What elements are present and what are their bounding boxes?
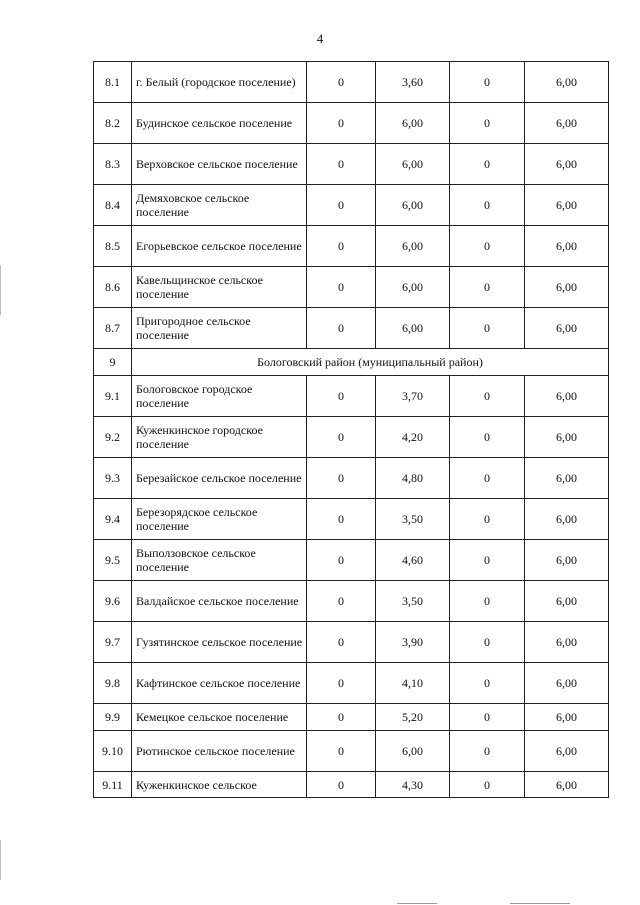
- value-col-3: 0: [450, 663, 525, 704]
- row-number: 9.2: [94, 417, 132, 458]
- row-number: 8.1: [94, 62, 132, 103]
- value-col-2: 6,00: [376, 731, 450, 772]
- value-col-1: 0: [307, 62, 376, 103]
- value-col-2: 6,00: [376, 226, 450, 267]
- value-col-4: 6,00: [525, 226, 609, 267]
- row-number: 8.4: [94, 185, 132, 226]
- value-col-3: 0: [450, 417, 525, 458]
- settlement-name: Куженкинское городское поселение: [132, 417, 307, 458]
- settlement-name: Бологовское городское поселение: [132, 376, 307, 417]
- table-group-row: [94, 349, 609, 376]
- table-row: [94, 417, 609, 458]
- table-row: [94, 376, 609, 417]
- tariff-table: [93, 61, 609, 798]
- table-row: [94, 144, 609, 185]
- settlement-name: Валдайское сельское поселение: [132, 581, 307, 622]
- table-row: [94, 540, 609, 581]
- value-col-3: 0: [450, 772, 525, 798]
- value-col-3: 0: [450, 622, 525, 663]
- row-number: 9.7: [94, 622, 132, 663]
- settlement-name: Кавельщинское сельское поселение: [132, 267, 307, 308]
- page-number: 4: [316, 31, 324, 46]
- value-col-4: 6,00: [525, 103, 609, 144]
- value-col-1: 0: [307, 731, 376, 772]
- value-col-3: 0: [450, 62, 525, 103]
- value-col-2: 6,00: [376, 185, 450, 226]
- group-title: Бологовский район (муниципальный район): [132, 349, 609, 376]
- value-col-2: 3,50: [376, 581, 450, 622]
- row-number: 8.6: [94, 267, 132, 308]
- value-col-2: 4,30: [376, 772, 450, 798]
- table-row: [94, 731, 609, 772]
- settlement-name: Кемецкое сельское поселение: [132, 704, 307, 731]
- value-col-1: 0: [307, 226, 376, 267]
- table-row: [94, 704, 609, 731]
- value-col-4: 6,00: [525, 540, 609, 581]
- value-col-2: 4,60: [376, 540, 450, 581]
- value-col-4: 6,00: [525, 704, 609, 731]
- settlement-name: Куженкинское сельское: [132, 772, 307, 798]
- value-col-2: 3,60: [376, 62, 450, 103]
- value-col-2: 4,10: [376, 663, 450, 704]
- table-row: [94, 103, 609, 144]
- table-row: [94, 267, 609, 308]
- scan-edge-mark: [397, 903, 437, 904]
- value-col-2: 6,00: [376, 103, 450, 144]
- value-col-1: 0: [307, 622, 376, 663]
- row-number: 8.5: [94, 226, 132, 267]
- table-row: [94, 581, 609, 622]
- table-row: [94, 226, 609, 267]
- row-number: 9.4: [94, 499, 132, 540]
- value-col-1: 0: [307, 581, 376, 622]
- value-col-4: 6,00: [525, 772, 609, 798]
- row-number: 9.11: [94, 772, 132, 798]
- row-number: 9.3: [94, 458, 132, 499]
- value-col-4: 6,00: [525, 458, 609, 499]
- settlement-name: Демяховское сельское поселение: [132, 185, 307, 226]
- value-col-3: 0: [450, 376, 525, 417]
- value-col-2: 3,50: [376, 499, 450, 540]
- value-col-2: 6,00: [376, 308, 450, 349]
- row-number: 9.9: [94, 704, 132, 731]
- value-col-1: 0: [307, 103, 376, 144]
- value-col-1: 0: [307, 185, 376, 226]
- value-col-2: 6,00: [376, 267, 450, 308]
- table-row: [94, 772, 609, 798]
- settlement-name: Выползовское сельское поселение: [132, 540, 307, 581]
- value-col-3: 0: [450, 581, 525, 622]
- value-col-3: 0: [450, 308, 525, 349]
- settlement-name: Будинское сельское поселение: [132, 103, 307, 144]
- table-row: [94, 663, 609, 704]
- value-col-4: 6,00: [525, 417, 609, 458]
- scan-edge-mark: [0, 265, 1, 315]
- value-col-1: 0: [307, 499, 376, 540]
- value-col-4: 6,00: [525, 499, 609, 540]
- value-col-4: 6,00: [525, 622, 609, 663]
- row-number: 9.1: [94, 376, 132, 417]
- settlement-name: г. Белый (городское поселение): [132, 62, 307, 103]
- settlement-name: Кафтинское сельское поселение: [132, 663, 307, 704]
- table-body: [94, 62, 609, 798]
- row-number: 8.7: [94, 308, 132, 349]
- table-row: [94, 622, 609, 663]
- value-col-4: 6,00: [525, 62, 609, 103]
- value-col-1: 0: [307, 663, 376, 704]
- row-number: 8.3: [94, 144, 132, 185]
- value-col-3: 0: [450, 499, 525, 540]
- value-col-4: 6,00: [525, 376, 609, 417]
- value-col-4: 6,00: [525, 663, 609, 704]
- value-col-3: 0: [450, 103, 525, 144]
- table-row: [94, 185, 609, 226]
- scan-edge-mark: [0, 840, 1, 880]
- value-col-1: 0: [307, 376, 376, 417]
- value-col-2: 4,80: [376, 458, 450, 499]
- scan-edge-mark: [510, 903, 570, 904]
- value-col-3: 0: [450, 731, 525, 772]
- row-number: 8.2: [94, 103, 132, 144]
- row-number: 9.10: [94, 731, 132, 772]
- table-row: [94, 499, 609, 540]
- value-col-4: 6,00: [525, 267, 609, 308]
- value-col-1: 0: [307, 458, 376, 499]
- value-col-2: 6,00: [376, 144, 450, 185]
- settlement-name: Рютинское сельское поселение: [132, 731, 307, 772]
- value-col-1: 0: [307, 540, 376, 581]
- value-col-4: 6,00: [525, 144, 609, 185]
- table-row: [94, 62, 609, 103]
- value-col-1: 0: [307, 267, 376, 308]
- value-col-1: 0: [307, 308, 376, 349]
- value-col-3: 0: [450, 458, 525, 499]
- value-col-2: 5,20: [376, 704, 450, 731]
- value-col-4: 6,00: [525, 731, 609, 772]
- value-col-1: 0: [307, 144, 376, 185]
- value-col-3: 0: [450, 704, 525, 731]
- value-col-2: 3,90: [376, 622, 450, 663]
- value-col-3: 0: [450, 144, 525, 185]
- value-col-3: 0: [450, 540, 525, 581]
- value-col-1: 0: [307, 704, 376, 731]
- value-col-2: 4,20: [376, 417, 450, 458]
- row-number: 9.5: [94, 540, 132, 581]
- row-number: 9: [94, 349, 132, 376]
- settlement-name: Егорьевское сельское поселение: [132, 226, 307, 267]
- value-col-1: 0: [307, 772, 376, 798]
- value-col-2: 3,70: [376, 376, 450, 417]
- row-number: 9.8: [94, 663, 132, 704]
- settlement-name: Гузятинское сельское поселение: [132, 622, 307, 663]
- value-col-4: 6,00: [525, 185, 609, 226]
- value-col-3: 0: [450, 267, 525, 308]
- table-row: [94, 308, 609, 349]
- settlement-name: Березайское сельское поселение: [132, 458, 307, 499]
- settlement-name: Пригородное сельское поселение: [132, 308, 307, 349]
- value-col-1: 0: [307, 417, 376, 458]
- value-col-3: 0: [450, 226, 525, 267]
- table-row: [94, 458, 609, 499]
- settlement-name: Верховское сельское поселение: [132, 144, 307, 185]
- value-col-3: 0: [450, 185, 525, 226]
- value-col-4: 6,00: [525, 581, 609, 622]
- row-number: 9.6: [94, 581, 132, 622]
- value-col-4: 6,00: [525, 308, 609, 349]
- settlement-name: Березорядское сельское поселение: [132, 499, 307, 540]
